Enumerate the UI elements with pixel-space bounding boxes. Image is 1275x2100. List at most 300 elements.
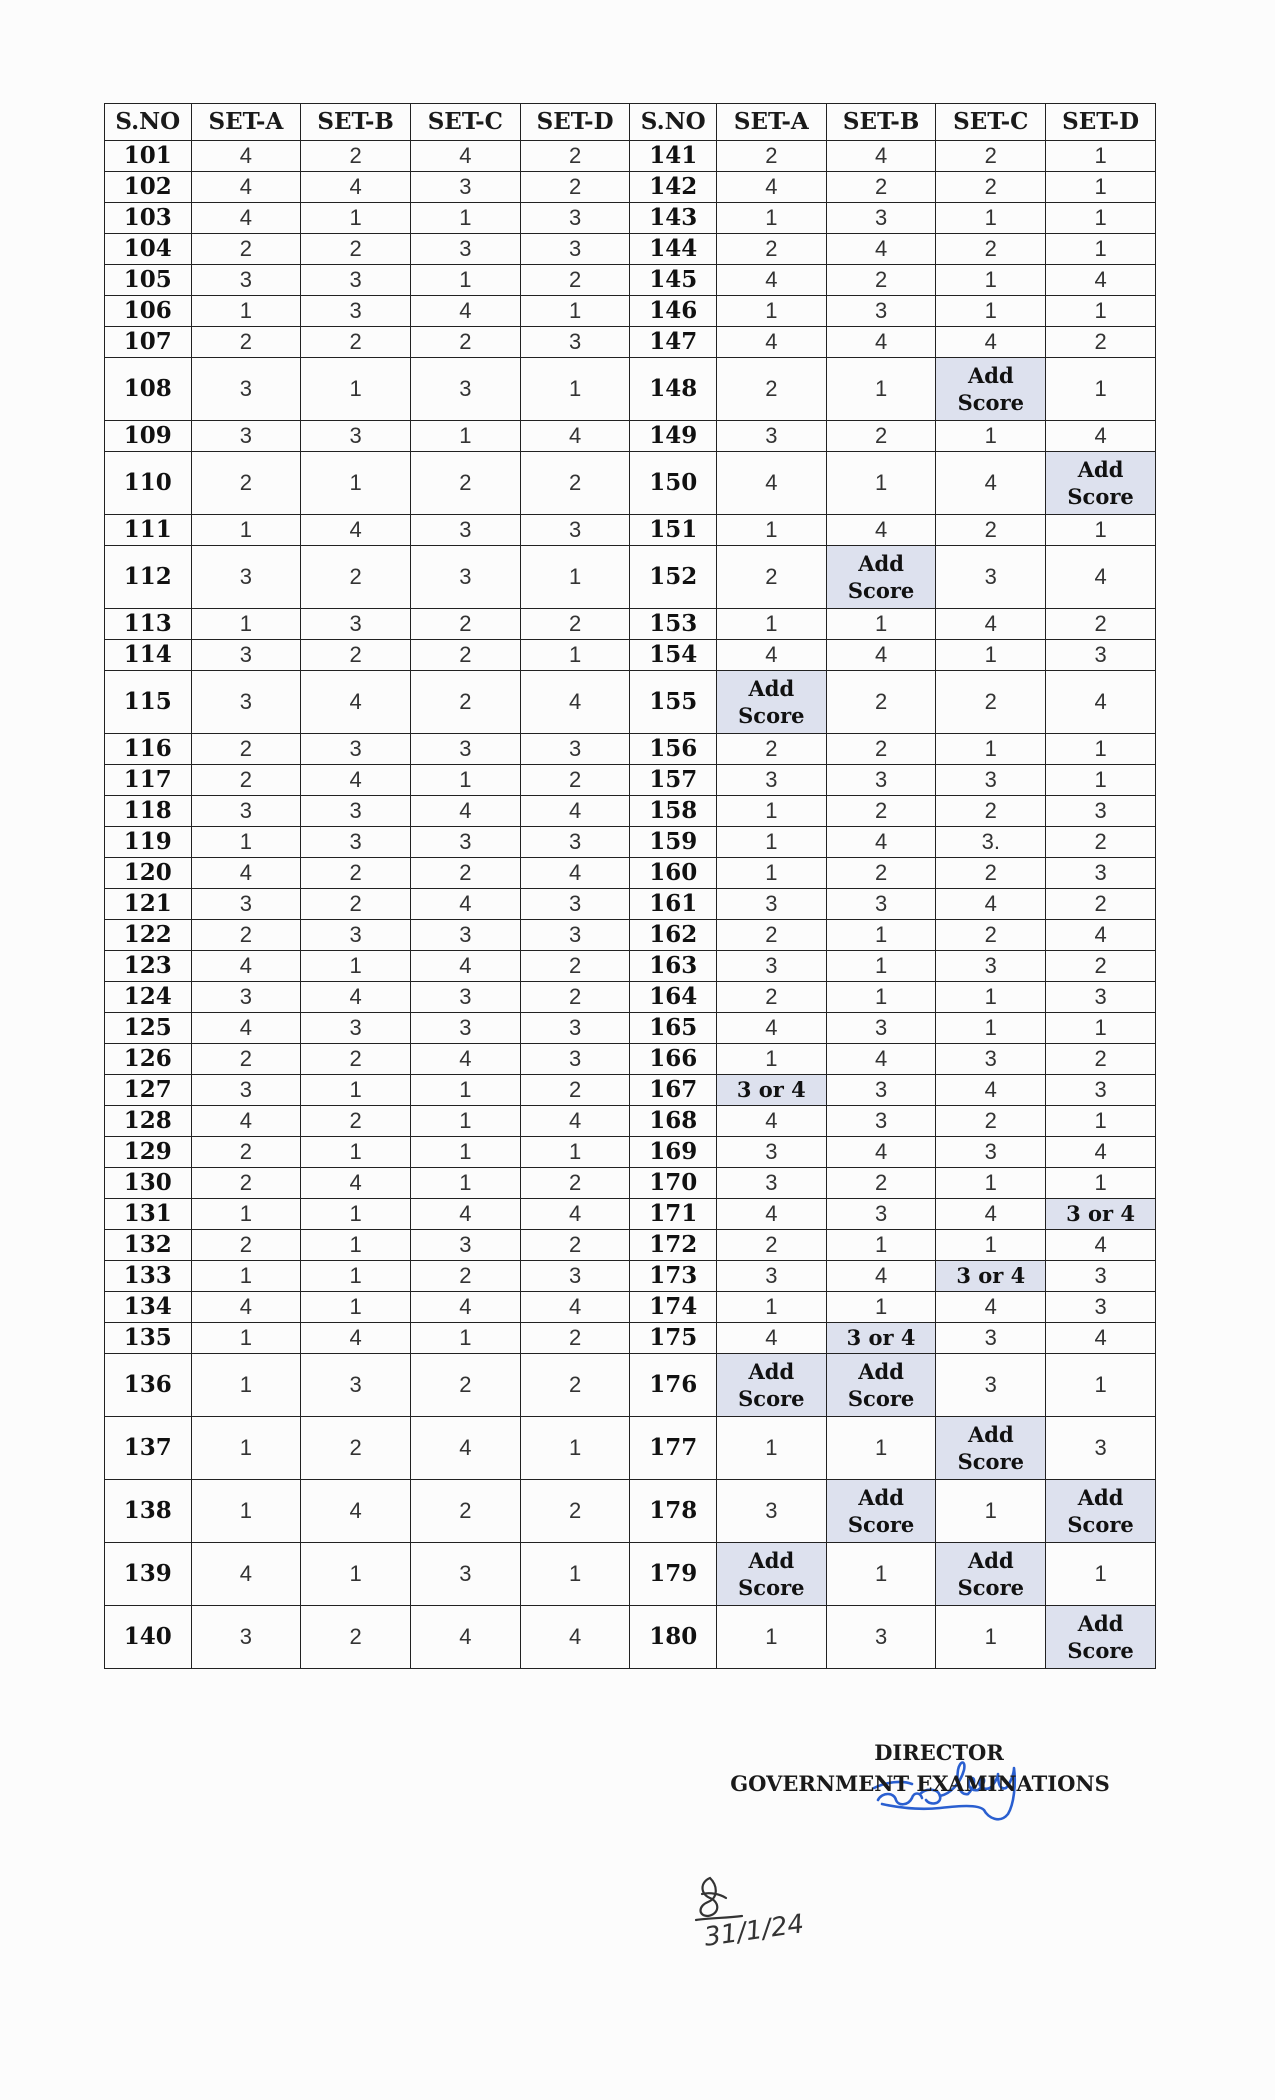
answer-set-d: 3 xyxy=(520,827,630,858)
question-number: 167 xyxy=(630,1075,717,1106)
question-number: 117 xyxy=(105,765,192,796)
answer-set-a: 1 xyxy=(716,203,826,234)
table-row xyxy=(105,858,1156,889)
answer-set-a: 3 xyxy=(191,546,301,609)
header-set-a-right: SET-A xyxy=(716,104,826,141)
answer-set-c: 4 xyxy=(410,1417,520,1480)
answer-set-d: 3 xyxy=(520,203,630,234)
answer-set-c: 3 xyxy=(410,172,520,203)
answer-set-a: 2 xyxy=(716,920,826,951)
header-set-c-right: SET-C xyxy=(936,104,1046,141)
answer-set-c: 1 xyxy=(936,265,1046,296)
answer-set-b: 3 xyxy=(301,920,411,951)
answer-set-a: 4 xyxy=(191,203,301,234)
answer-set-a: 2 xyxy=(716,982,826,1013)
answer-set-b: 3 xyxy=(301,734,411,765)
answer-set-b: 2 xyxy=(301,141,411,172)
answer-set-a: 3 xyxy=(191,640,301,671)
answer-set-a: 4 xyxy=(716,265,826,296)
answer-set-a: 3 xyxy=(716,889,826,920)
answer-set-b: 3 xyxy=(301,1013,411,1044)
answer-set-a: 1 xyxy=(716,796,826,827)
answer-set-b: 1 xyxy=(826,951,936,982)
answer-set-b: 2 xyxy=(826,265,936,296)
answer-set-a: 1 xyxy=(716,296,826,327)
answer-set-b: 1 xyxy=(826,1543,936,1606)
question-number: 114 xyxy=(105,640,192,671)
answer-set-a: 1 xyxy=(191,1261,301,1292)
question-number: 104 xyxy=(105,234,192,265)
question-number: 172 xyxy=(630,1230,717,1261)
answer-set-a: 4 xyxy=(716,1013,826,1044)
answer-set-c: 1 xyxy=(410,203,520,234)
answer-set-d: Add Score xyxy=(1046,452,1156,515)
question-number: 146 xyxy=(630,296,717,327)
answer-set-c: 3 or 4 xyxy=(936,1261,1046,1292)
table-row xyxy=(105,1292,1156,1323)
question-number: 108 xyxy=(105,358,192,421)
answer-set-c: 4 xyxy=(936,889,1046,920)
answer-set-a: Add Score xyxy=(716,1543,826,1606)
answer-set-a: 3 or 4 xyxy=(716,1075,826,1106)
answer-set-d: 3 xyxy=(520,1261,630,1292)
header-set-b-right: SET-B xyxy=(826,104,936,141)
answer-set-b: 3 xyxy=(301,827,411,858)
table-row xyxy=(105,734,1156,765)
answer-set-c: 2 xyxy=(936,920,1046,951)
table-row xyxy=(105,1075,1156,1106)
answer-set-a: 4 xyxy=(191,951,301,982)
question-number: 173 xyxy=(630,1261,717,1292)
answer-set-d: 2 xyxy=(1046,1044,1156,1075)
answer-set-b: 3 or 4 xyxy=(826,1323,936,1354)
answer-set-c: 2 xyxy=(936,796,1046,827)
answer-set-c: Add Score xyxy=(936,1417,1046,1480)
answer-set-d: 1 xyxy=(1046,296,1156,327)
question-number: 169 xyxy=(630,1137,717,1168)
question-number: 137 xyxy=(105,1417,192,1480)
answer-set-c: 1 xyxy=(936,203,1046,234)
question-number: 156 xyxy=(630,734,717,765)
answer-set-b: 3 xyxy=(301,265,411,296)
answer-set-c: 1 xyxy=(936,1168,1046,1199)
answer-set-c: 1 xyxy=(410,1323,520,1354)
signatory-block xyxy=(690,1740,1150,1796)
answer-set-b: 2 xyxy=(301,546,411,609)
answer-set-d: 1 xyxy=(1046,358,1156,421)
answer-set-a: 4 xyxy=(191,858,301,889)
answer-set-b: 4 xyxy=(826,141,936,172)
question-number: 138 xyxy=(105,1480,192,1543)
question-number: 113 xyxy=(105,609,192,640)
answer-set-b: 1 xyxy=(301,1261,411,1292)
answer-set-c: 2 xyxy=(410,1354,520,1417)
question-number: 107 xyxy=(105,327,192,358)
answer-set-a: 3 xyxy=(191,1075,301,1106)
question-number: 161 xyxy=(630,889,717,920)
table-row xyxy=(105,1606,1156,1669)
answer-set-d: 4 xyxy=(1046,1230,1156,1261)
answer-set-a: 1 xyxy=(191,1323,301,1354)
answer-set-d: 3 xyxy=(1046,858,1156,889)
header-set-a-left: SET-A xyxy=(191,104,301,141)
table-row xyxy=(105,1137,1156,1168)
answer-set-d: 1 xyxy=(1046,1168,1156,1199)
question-number: 180 xyxy=(630,1606,717,1669)
answer-set-b: 2 xyxy=(826,671,936,734)
answer-set-a: 1 xyxy=(716,1292,826,1323)
table-row xyxy=(105,1230,1156,1261)
answer-set-d: 2 xyxy=(1046,951,1156,982)
answer-set-a: 4 xyxy=(716,327,826,358)
initials-mark-icon xyxy=(690,1872,750,1924)
question-number: 144 xyxy=(630,234,717,265)
answer-set-d: 4 xyxy=(1046,671,1156,734)
answer-set-d: 1 xyxy=(1046,234,1156,265)
question-number: 129 xyxy=(105,1137,192,1168)
signatory-title: DIRECTOR xyxy=(874,1740,1004,1765)
answer-set-c: 2 xyxy=(936,858,1046,889)
question-number: 163 xyxy=(630,951,717,982)
answer-set-c: 3 xyxy=(936,546,1046,609)
table-row xyxy=(105,827,1156,858)
answer-set-b: 4 xyxy=(301,671,411,734)
answer-set-c: 2 xyxy=(936,515,1046,546)
question-number: 136 xyxy=(105,1354,192,1417)
answer-set-d: 1 xyxy=(1046,1106,1156,1137)
answer-set-c: Add Score xyxy=(936,1543,1046,1606)
answer-set-b: 1 xyxy=(301,358,411,421)
answer-set-a: 3 xyxy=(191,796,301,827)
answer-set-a: 2 xyxy=(191,734,301,765)
answer-set-c: 1 xyxy=(936,1480,1046,1543)
question-number: 160 xyxy=(630,858,717,889)
answer-set-c: 3 xyxy=(936,1354,1046,1417)
answer-set-d: 1 xyxy=(520,296,630,327)
question-number: 150 xyxy=(630,452,717,515)
answer-set-a: 3 xyxy=(191,982,301,1013)
answer-set-a: 4 xyxy=(716,172,826,203)
answer-set-b: 4 xyxy=(301,982,411,1013)
answer-set-a: 2 xyxy=(716,1230,826,1261)
table-row xyxy=(105,1480,1156,1543)
answer-set-b: 3 xyxy=(301,1354,411,1417)
answer-set-b: 3 xyxy=(826,1199,936,1230)
answer-set-b: 4 xyxy=(826,1261,936,1292)
answer-set-b: 4 xyxy=(301,1323,411,1354)
question-number: 141 xyxy=(630,141,717,172)
header-row xyxy=(105,104,1156,141)
answer-set-c: 4 xyxy=(936,609,1046,640)
answer-set-a: 2 xyxy=(716,141,826,172)
answer-set-b: 3 xyxy=(826,1106,936,1137)
answer-set-b: 2 xyxy=(826,858,936,889)
answer-set-c: 1 xyxy=(936,1606,1046,1669)
answer-set-c: 2 xyxy=(410,452,520,515)
answer-set-c: 1 xyxy=(936,421,1046,452)
table-row xyxy=(105,671,1156,734)
answer-set-a: 3 xyxy=(716,765,826,796)
answer-set-a: 4 xyxy=(716,452,826,515)
answer-set-c: 3 xyxy=(410,982,520,1013)
answer-set-d: 4 xyxy=(1046,421,1156,452)
answer-set-c: 2 xyxy=(410,1261,520,1292)
answer-set-b: 1 xyxy=(826,1417,936,1480)
answer-set-c: 4 xyxy=(410,141,520,172)
answer-set-b: 3 xyxy=(826,1606,936,1669)
question-number: 168 xyxy=(630,1106,717,1137)
answer-set-d: Add Score xyxy=(1046,1606,1156,1669)
table-row xyxy=(105,1199,1156,1230)
answer-set-d: 2 xyxy=(520,141,630,172)
answer-set-d: 3 xyxy=(1046,1292,1156,1323)
answer-set-d: 4 xyxy=(520,1106,630,1137)
answer-set-c: 1 xyxy=(936,982,1046,1013)
answer-set-d: 3 xyxy=(1046,1417,1156,1480)
question-number: 162 xyxy=(630,920,717,951)
question-number: 149 xyxy=(630,421,717,452)
question-number: 109 xyxy=(105,421,192,452)
table-row xyxy=(105,920,1156,951)
answer-set-d: 3 xyxy=(520,889,630,920)
answer-set-c: 2 xyxy=(936,172,1046,203)
answer-key-table xyxy=(104,103,1156,1669)
answer-set-a: 4 xyxy=(191,141,301,172)
answer-set-a: 4 xyxy=(191,1013,301,1044)
answer-set-c: 3 xyxy=(410,358,520,421)
question-number: 175 xyxy=(630,1323,717,1354)
answer-set-c: 1 xyxy=(410,765,520,796)
answer-set-d: 4 xyxy=(1046,920,1156,951)
question-number: 125 xyxy=(105,1013,192,1044)
table-row xyxy=(105,1168,1156,1199)
answer-set-b: 2 xyxy=(826,172,936,203)
answer-key-body xyxy=(105,141,1156,1669)
question-number: 154 xyxy=(630,640,717,671)
table-row xyxy=(105,609,1156,640)
answer-set-b: 1 xyxy=(826,982,936,1013)
answer-set-c: 1 xyxy=(410,1137,520,1168)
answer-set-c: 1 xyxy=(936,296,1046,327)
answer-set-d: Add Score xyxy=(1046,1480,1156,1543)
answer-set-b: 3 xyxy=(826,1013,936,1044)
answer-set-b: 3 xyxy=(301,796,411,827)
question-number: 147 xyxy=(630,327,717,358)
answer-set-d: 4 xyxy=(520,1199,630,1230)
answer-set-b: 2 xyxy=(301,858,411,889)
question-number: 110 xyxy=(105,452,192,515)
answer-set-a: 2 xyxy=(191,234,301,265)
answer-set-a: 1 xyxy=(191,1354,301,1417)
answer-set-d: 2 xyxy=(1046,609,1156,640)
answer-set-c: 4 xyxy=(936,452,1046,515)
table-row xyxy=(105,1013,1156,1044)
answer-set-d: 2 xyxy=(1046,827,1156,858)
answer-set-b: 2 xyxy=(826,734,936,765)
answer-set-b: 2 xyxy=(301,234,411,265)
table-row xyxy=(105,951,1156,982)
answer-set-b: 3 xyxy=(826,296,936,327)
answer-set-b: 4 xyxy=(826,1044,936,1075)
answer-set-b: 3 xyxy=(826,765,936,796)
answer-set-a: 1 xyxy=(191,609,301,640)
answer-set-c: 1 xyxy=(936,1230,1046,1261)
answer-set-a: 3 xyxy=(716,1480,826,1543)
answer-set-d: 4 xyxy=(520,421,630,452)
question-number: 135 xyxy=(105,1323,192,1354)
question-number: 151 xyxy=(630,515,717,546)
header-sno-right: S.NO xyxy=(630,104,717,141)
answer-set-d: 3 xyxy=(1046,640,1156,671)
answer-set-c: 3 xyxy=(936,1323,1046,1354)
question-number: 102 xyxy=(105,172,192,203)
question-number: 155 xyxy=(630,671,717,734)
answer-set-d: 2 xyxy=(520,609,630,640)
answer-set-c: 1 xyxy=(410,265,520,296)
answer-set-b: Add Score xyxy=(826,1354,936,1417)
answer-set-a: 1 xyxy=(191,515,301,546)
answer-set-a: 4 xyxy=(191,1292,301,1323)
answer-set-b: 4 xyxy=(826,640,936,671)
answer-key-sheet xyxy=(104,103,1156,1669)
answer-set-c: 1 xyxy=(410,1075,520,1106)
answer-set-a: 4 xyxy=(191,1106,301,1137)
answer-set-b: 3 xyxy=(826,889,936,920)
answer-set-a: 1 xyxy=(191,1199,301,1230)
answer-set-d: 2 xyxy=(520,982,630,1013)
question-number: 171 xyxy=(630,1199,717,1230)
answer-set-b: 2 xyxy=(301,640,411,671)
question-number: 121 xyxy=(105,889,192,920)
answer-set-b: 2 xyxy=(301,327,411,358)
answer-set-b: 4 xyxy=(826,327,936,358)
table-row xyxy=(105,234,1156,265)
question-number: 174 xyxy=(630,1292,717,1323)
table-row xyxy=(105,1261,1156,1292)
table-row xyxy=(105,421,1156,452)
header-set-c-left: SET-C xyxy=(410,104,520,141)
answer-set-a: 2 xyxy=(191,1044,301,1075)
answer-set-d: 2 xyxy=(520,1354,630,1417)
answer-set-c: 2 xyxy=(410,609,520,640)
table-row xyxy=(105,1044,1156,1075)
question-number: 105 xyxy=(105,265,192,296)
answer-set-b: Add Score xyxy=(826,1480,936,1543)
answer-set-a: 1 xyxy=(716,827,826,858)
answer-set-b: 1 xyxy=(301,1075,411,1106)
answer-set-d: 1 xyxy=(1046,515,1156,546)
answer-set-c: 2 xyxy=(936,234,1046,265)
answer-set-a: 2 xyxy=(191,765,301,796)
answer-set-a: 1 xyxy=(716,1417,826,1480)
answer-set-b: 1 xyxy=(826,920,936,951)
answer-set-c: 2 xyxy=(936,671,1046,734)
answer-set-d: 3 xyxy=(520,234,630,265)
answer-set-d: 3 xyxy=(520,734,630,765)
answer-set-d: 1 xyxy=(520,1543,630,1606)
table-row xyxy=(105,889,1156,920)
answer-set-c: 2 xyxy=(410,671,520,734)
answer-set-b: 4 xyxy=(301,765,411,796)
question-number: 158 xyxy=(630,796,717,827)
answer-set-d: 2 xyxy=(1046,889,1156,920)
answer-set-c: 3. xyxy=(936,827,1046,858)
answer-set-d: 2 xyxy=(1046,327,1156,358)
answer-set-a: 2 xyxy=(716,234,826,265)
answer-set-c: 2 xyxy=(410,327,520,358)
answer-set-d: 4 xyxy=(520,858,630,889)
answer-set-a: 2 xyxy=(716,734,826,765)
header-set-d-left: SET-D xyxy=(520,104,630,141)
question-number: 134 xyxy=(105,1292,192,1323)
answer-set-b: 1 xyxy=(826,1292,936,1323)
table-row xyxy=(105,296,1156,327)
answer-set-d: 1 xyxy=(520,640,630,671)
question-number: 148 xyxy=(630,358,717,421)
answer-set-b: 2 xyxy=(301,1044,411,1075)
table-row xyxy=(105,1543,1156,1606)
answer-set-a: 4 xyxy=(716,1323,826,1354)
answer-set-b: 4 xyxy=(301,1480,411,1543)
answer-set-a: 1 xyxy=(716,858,826,889)
answer-set-c: 3 xyxy=(410,1543,520,1606)
answer-set-b: 1 xyxy=(301,1199,411,1230)
table-row xyxy=(105,452,1156,515)
question-number: 128 xyxy=(105,1106,192,1137)
header-set-d-right: SET-D xyxy=(1046,104,1156,141)
table-row xyxy=(105,515,1156,546)
answer-set-d: 2 xyxy=(520,452,630,515)
answer-set-a: 1 xyxy=(191,296,301,327)
question-number: 112 xyxy=(105,546,192,609)
table-row xyxy=(105,265,1156,296)
answer-set-c: 1 xyxy=(936,734,1046,765)
answer-set-d: 3 or 4 xyxy=(1046,1199,1156,1230)
answer-set-c: 2 xyxy=(410,640,520,671)
answer-set-c: 4 xyxy=(410,1606,520,1669)
answer-set-c: 4 xyxy=(936,327,1046,358)
answer-set-a: 3 xyxy=(716,1168,826,1199)
answer-set-b: 1 xyxy=(301,1292,411,1323)
question-number: 153 xyxy=(630,609,717,640)
table-row xyxy=(105,327,1156,358)
question-number: 164 xyxy=(630,982,717,1013)
answer-set-a: 4 xyxy=(191,1543,301,1606)
question-number: 101 xyxy=(105,141,192,172)
question-number: 118 xyxy=(105,796,192,827)
answer-set-d: 4 xyxy=(520,1606,630,1669)
question-number: 111 xyxy=(105,515,192,546)
question-number: 170 xyxy=(630,1168,717,1199)
answer-set-c: 4 xyxy=(936,1292,1046,1323)
answer-set-c: 3 xyxy=(936,951,1046,982)
answer-set-a: 3 xyxy=(716,951,826,982)
table-row xyxy=(105,546,1156,609)
answer-set-c: 2 xyxy=(936,1106,1046,1137)
answer-set-d: 1 xyxy=(1046,765,1156,796)
question-number: 122 xyxy=(105,920,192,951)
answer-set-c: 3 xyxy=(410,734,520,765)
answer-set-c: 3 xyxy=(410,1230,520,1261)
header-sno-left: S.NO xyxy=(105,104,192,141)
answer-set-a: 1 xyxy=(191,827,301,858)
answer-set-c: 2 xyxy=(410,1480,520,1543)
answer-set-b: 2 xyxy=(301,1417,411,1480)
answer-set-c: 3 xyxy=(410,827,520,858)
answer-set-a: 4 xyxy=(716,1199,826,1230)
question-number: 127 xyxy=(105,1075,192,1106)
answer-set-a: 4 xyxy=(191,172,301,203)
